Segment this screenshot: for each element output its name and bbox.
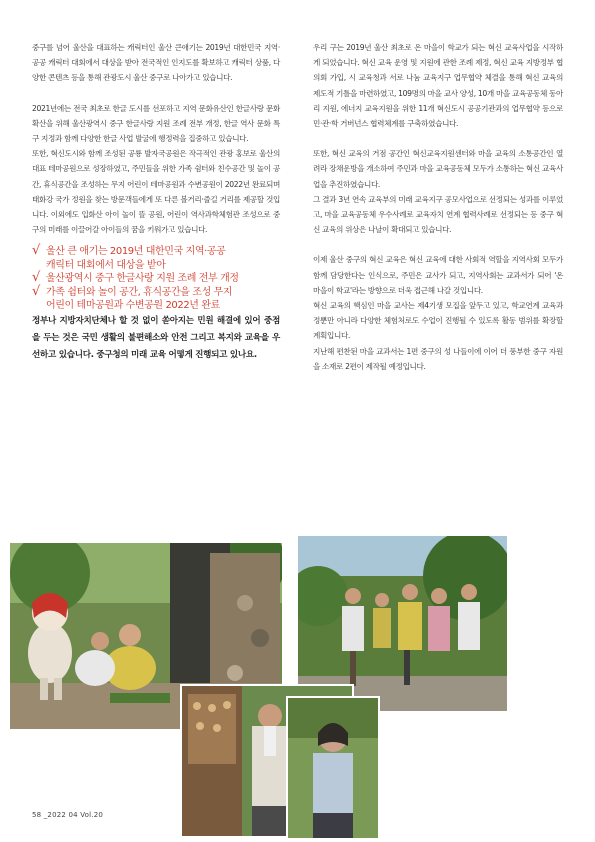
paragraph: 중구를 넘어 울산을 대표하는 캐릭터인 울산 큰애기는 2019년 대한민국 지역·공공 캐릭터 대회에서 대상을 받아 전국적인 인지도를 확보하고 캐릭터 상품, 다양한 콘텐츠 등을 통해 관광도시 울산 중구로 나아가고 있습니다.	[32, 43, 280, 83]
highlight-item	[32, 283, 280, 313]
paragraph: 우리 구는 2019년 울산 최초로 온 마을이 학교가 되는 혁신 교육사업을 시작하게 되었습니다. 혁신 교육 운영 및 지원에 관한 조례 제정, 혁신 교육 지방정부 협의회 가입, 시 교육청과 서로 나눔 교육지구 업무협약 체결을 통해 혁신 교육의 제도적 기틀을 마련하였고, 109명의 마을 교사 양성, 10개 마을 교육공동체 동아리 지원, 에너지 교육지원을 위한 11개 혁신도시 공공기관과의 업무협약 등으로 민·관·학 거버넌스 협력체계를 구축하였습니다.	[313, 43, 563, 129]
page-folio: 58 _2022 04 Vol.20	[32, 811, 104, 819]
checkmark-icon: √	[32, 243, 40, 259]
paragraph: 또한, 혁신 교육의 거점 공간인 혁신교육지원센터와 마을 교육의 소통공간인 열려라 장채운방을 개소하여 주민과 마을 교육공동체 모두가 소통하는 혁신 교육사업을 추진하였습니다.	[313, 149, 563, 189]
checkmark-icon: √	[32, 270, 40, 286]
paragraph: 지난해 편찬된 마을 교과서는 1편 중구의 성 나들이에 이어 더 풍부한 중구 자원을 소재로 2편이 제작될 예정입니다.	[313, 346, 563, 371]
photo-resident	[286, 696, 380, 840]
highlight-line: 울산광역시 중구 한글사랑 지원 조례 전부 개정	[46, 273, 239, 285]
highlight-line: 어린이 테마공원과 수변공원 2022년 완료	[46, 300, 220, 312]
paragraph: 혁신 교육의 핵심인 마을 교사는 제4기생 모집을 앞두고 있고, 학교연계 교육과정뿐만 아니라 다양한 체험처로도 수업이 진행될 수 있도록 활동 범위를 확장할 계획입니다.	[313, 301, 563, 341]
highlight-line: 캐릭터 대회에서 대상을 받아	[46, 259, 166, 271]
highlight-line: 울산 큰 애기는 2019년 대한민국 지역·공공	[46, 246, 226, 258]
paragraph: 이제 울산 중구의 혁신 교육은 혁신 교육에 대한 사회적 역할을 지역사회 모두가 함께 담당한다는 인식으로, 주민은 교사가 되고, 지역사회는 교과서가 되어 '온 마을이 학교'라는 방향으로 더욱 접근해 나갈 것입니다.	[313, 255, 563, 295]
checkmark-icon: √	[32, 283, 40, 299]
interview-question: 정부나 지방자치단체나 할 것 없이 쏟아지는 민원 해결에 있어 중점을 두는 것은 국민 생활의 불편해소와 안전 그리고 복지와 교육을 우선하고 있습니다. 중구청의 미래 교육 어떻게 진행되고 있나요.	[32, 315, 280, 360]
paragraph: 또한, 혁신도시와 함께 조성된 공룡 발자국공원은 작극적인 관광 홍보로 울산의 대표 테마공원으로 성장하였고, 주민들을 위한 가족 쉼터와 친수공간 및 놀이 공간, 휴식공간을 조성하는 무지 어린이 테마공원과 수변공원이 2022년 완료되며 태화강 국가 정원을 찾는 방문객들에게 또 다른 볼거리·즐길 거리를 제공할 것입니다. 이외에도 입화산 아이 놀이 뜰 공원, 어린이 역사과학체험관 조성으로 중구의 미래를 이끌어갈 아이들의 꿈을 키워가고 있습니다.	[32, 149, 280, 235]
highlight-line: 가족 쉼터와 놀이 공간, 휴식공간을 조성 무지	[46, 286, 233, 298]
left-column	[32, 40, 280, 364]
highlight-item	[32, 245, 280, 272]
paragraph: 2021년에는 전국 최초로 한글 도시를 선포하고 지역 문화유산인 한글사랑 문화 확산을 위해 울산광역시 중구 한글사랑 지원 조례 전부 개정, 한글 역사 문화 특구 지정과 함께 다양한 한글 사업 발굴에 행정력을 집중하고 있습니다.	[32, 103, 280, 144]
highlight-item	[32, 272, 280, 286]
highlight-list	[32, 245, 280, 313]
paragraph: 그 결과 3년 연속 교육부의 미래 교육지구 공모사업으로 선정되는 성과를 이루었고, 마을 교육공동체 우수사례로 교육자치 연계 협력사례로 선정되는 등 중구 혁신 교육의 위상은 나날이 확대되고 있습니다.	[313, 194, 563, 235]
right-column	[313, 40, 563, 374]
photo-resident-illustration	[288, 698, 378, 838]
